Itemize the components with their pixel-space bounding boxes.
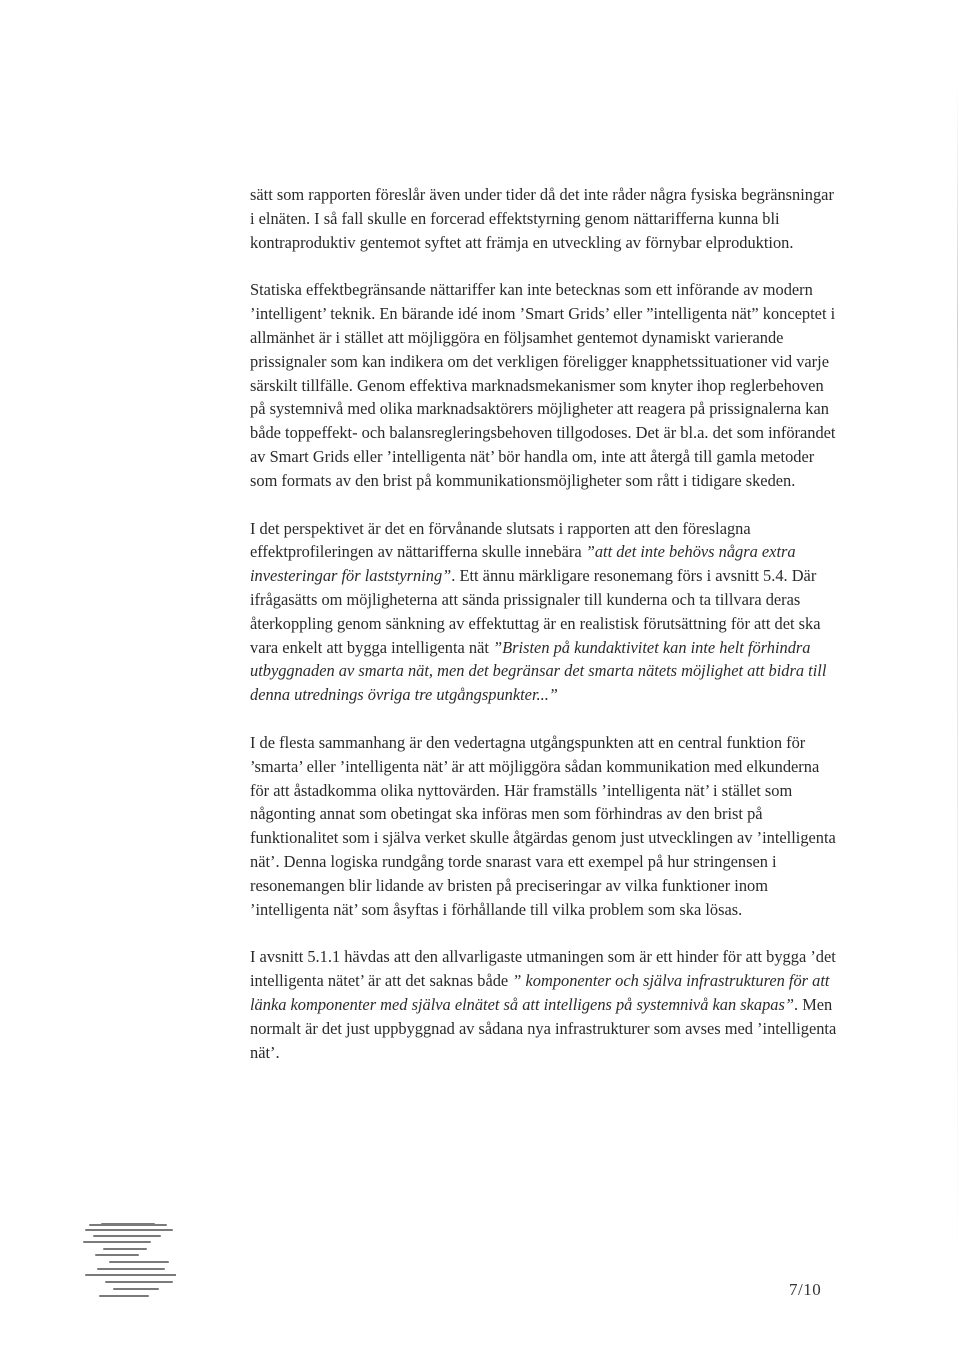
- text-run: . Ett ännu märkligare resonemang förs i avsnitt 5.4. Där ifrågasätts om möjligheterna att sända prissignaler till kunderna och ta tillvara deras återkoppling genom sänkning av effektuttag är en realistisk förutsättning för att det ska vara enkelt att bygga intelligenta nät: [250, 566, 821, 657]
- paragraph: [250, 517, 840, 707]
- paragraph: [250, 278, 840, 492]
- text-run: I det perspektivet är det en förvånande slutsats i rapporten att den föreslagna effektprofileringen av nättarifferna skulle innebära: [250, 518, 751, 562]
- paragraph: [250, 945, 840, 1064]
- paragraph: [250, 731, 840, 921]
- quoted-text: ”att det inte behövs några extra investeringar för laststyrning”: [250, 542, 796, 586]
- text-run: . Men normalt är det just uppbyggnad av sådana nya infrastrukturer som avses med ’intelligenta nät’.: [250, 994, 837, 1062]
- scan-edge: [957, 80, 958, 1280]
- page-number: 7/10: [789, 1280, 822, 1299]
- text-run: I de flesta sammanhang är den vedertagna utgångspunkten att en central funktion för ’smarta’ eller ’intelligenta nät’ är att möjliggöra sådan kommunikation med elkunderna för att åstadkomma olika nyttovärden. Här framställs ’intelligenta nät’ i stället som någonting annat som obetingat ska införas men som förhindras av den brist på funktionalitet som i själva verket skulle åtgärdas genom just utvecklingen av ’intelligenta nät’. Denna logiska rundgång torde snarast vara ett exempel på hur stringensen i resonemangen blir lidande av bristen på preciseringar av vilka funktioner inom ’intelligenta nät’ som åsyftas i förhållande till vilka problem som ska lösas.: [250, 732, 836, 919]
- quoted-text: ” komponenter och själva infrastrukturen för att länka komponenter med själva elnätet så att intelligens på systemnivå kan skapas”: [250, 971, 830, 1014]
- text-run: sätt som rapporten föreslår även under tider då det inte råder några fysiska begränsningar i elnäten. I så fall skulle en forcerad effektstyrning genom nättarifferna kunna bli kontraproduktiv gentemot syftet att främja en utveckling av förnybar elproduktion.: [250, 185, 834, 252]
- text-run: I avsnitt 5.1.1 hävdas att den allvarligaste utmaningen som är ett hinder för att bygga ’det intelligenta nätet’ är att det saknas både: [250, 947, 836, 991]
- body-text: [250, 183, 840, 1088]
- quoted-text: ”Bristen på kundaktivitet kan inte helt förhindra utbyggnaden av smarta nät, men det begränsar det smarta nätets möjlighet att bidra till denna utrednings övriga tre utgångspunkter...”: [250, 637, 827, 705]
- paragraph: [250, 183, 840, 254]
- striped-lines-logo-icon: [80, 1222, 176, 1302]
- text-run: Statiska effektbegränsande nättariffer kan inte betecknas som ett införande av modern ’intelligent’ teknik. En bärande idé inom ’Smart Grids’ eller ”intelligenta nät” konceptet i allmänhet är i stället att möjliggöra en följsamhet gentemot dynamiskt varierande prissignaler som kan indikera om det verkligen föreligger knapphetssituationer vid varje särskilt tillfälle. Genom effektiva marknadsmekanismer som knyter ihop reglerbehoven på systemnivå med olika marknadsaktörers möjligheter att reagera på prissignalerna kan både toppeffekt- och balansregleringsbehoven tillgodoses. Det är bl.a. det som införandet av Smart Grids eller ’intelligenta nät’ bör handla om, inte att återgå till gamla metoder som formats av den brist på kommunikationsmöjligheter som rått i tidigare skeden.: [250, 280, 836, 490]
